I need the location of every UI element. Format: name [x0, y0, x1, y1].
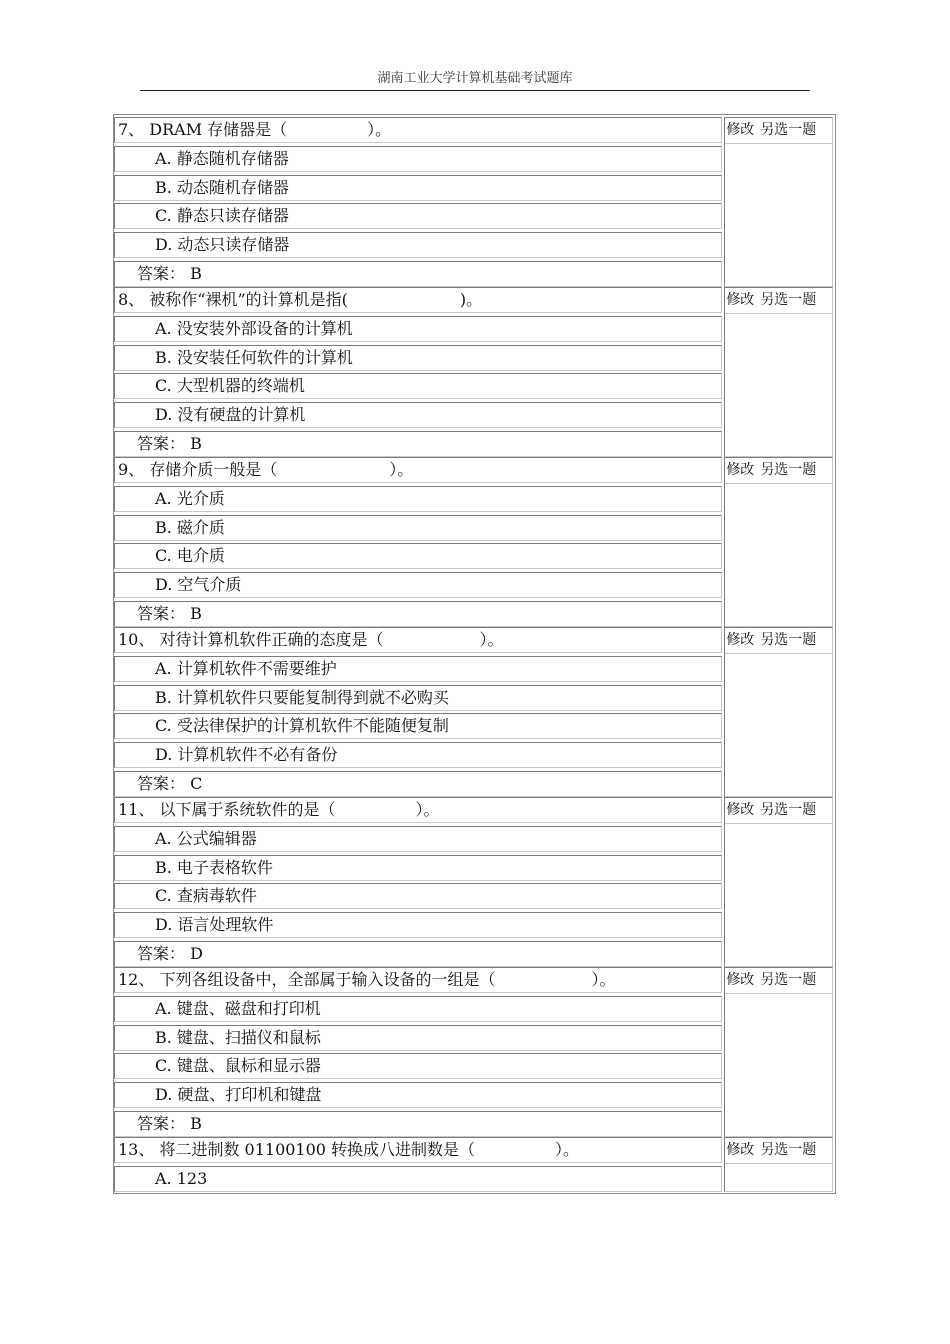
modify-link[interactable]: 修改 — [726, 971, 755, 988]
correct-answer: 答案： B — [114, 601, 722, 627]
correct-answer: 答案： B — [114, 431, 722, 457]
reselect-link[interactable]: 另选一题 — [760, 1141, 817, 1158]
answer-option: D. 空气介质 — [114, 572, 722, 598]
answer-option: C. 键盘、鼠标和显示器 — [114, 1053, 722, 1079]
answer-option: D. 动态只读存储器 — [114, 232, 722, 258]
question-actions — [722, 117, 835, 287]
answer-option: B. 电子表格软件 — [114, 855, 722, 881]
reselect-link[interactable]: 另选一题 — [760, 801, 817, 818]
question-table — [113, 114, 836, 1194]
answer-option: A. 123 — [114, 1166, 722, 1192]
question-content — [114, 117, 722, 287]
answer-option: A. 键盘、磁盘和打印机 — [114, 996, 722, 1022]
question-content — [114, 627, 722, 797]
answer-option: B. 动态随机存储器 — [114, 175, 722, 201]
question-actions — [722, 627, 835, 797]
question-content — [114, 287, 722, 457]
answer-option: C. 静态只读存储器 — [114, 203, 722, 229]
answer-option: A. 静态随机存储器 — [114, 146, 722, 172]
question-stem: 9、 存储介质一般是（ ）。 — [114, 457, 722, 483]
actions-header — [725, 1138, 832, 1164]
question-stem: 13、 将二进制数 01100100 转换成八进制数是（ ）。 — [114, 1137, 722, 1163]
actions-cell — [724, 797, 833, 967]
question-stem: 8、 被称作“裸机”的计算机是指( )。 — [114, 287, 722, 313]
actions-cell — [724, 967, 833, 1137]
answer-option: D. 硬盘、打印机和键盘 — [114, 1082, 722, 1108]
reselect-link[interactable]: 另选一题 — [760, 122, 817, 138]
actions-header — [725, 628, 832, 654]
question-content — [114, 797, 722, 967]
question-block — [114, 627, 835, 797]
question-stem: 12、 下列各组设备中，全部属于输入设备的一组是（ ）。 — [114, 967, 722, 993]
question-actions — [722, 1137, 835, 1192]
answer-option: B. 没安装任何软件的计算机 — [114, 345, 722, 371]
page-header — [140, 68, 810, 91]
answer-option: D. 没有硬盘的计算机 — [114, 402, 722, 428]
modify-link[interactable]: 修改 — [726, 1141, 755, 1158]
answer-option: A. 光介质 — [114, 486, 722, 512]
question-block — [114, 117, 835, 287]
question-actions — [722, 797, 835, 967]
actions-header — [725, 458, 832, 484]
question-stem: 7、 DRAM 存储器是（ ）。 — [114, 117, 722, 143]
answer-option: A. 公式编辑器 — [114, 826, 722, 852]
actions-header — [725, 118, 832, 144]
question-actions — [722, 287, 835, 457]
correct-answer: 答案： C — [114, 771, 722, 797]
answer-option: C. 大型机器的终端机 — [114, 373, 722, 399]
question-stem: 11、 以下属于系统软件的是（ ）。 — [114, 797, 722, 823]
actions-cell — [724, 457, 833, 627]
answer-option: B. 磁介质 — [114, 515, 722, 541]
answer-option: C. 查病毒软件 — [114, 883, 722, 909]
reselect-link[interactable]: 另选一题 — [760, 461, 817, 478]
answer-option: B. 键盘、扫描仪和鼠标 — [114, 1025, 722, 1051]
correct-answer: 答案： D — [114, 941, 722, 967]
reselect-link[interactable]: 另选一题 — [760, 971, 817, 988]
correct-answer: 答案： B — [114, 1111, 722, 1137]
modify-link[interactable]: 修改 — [726, 461, 755, 478]
modify-link[interactable]: 修改 — [726, 122, 755, 138]
modify-link[interactable]: 修改 — [726, 631, 755, 648]
actions-header — [725, 288, 832, 314]
actions-header — [725, 798, 832, 824]
question-content — [114, 967, 722, 1137]
header-title: 湖南工业大学计算机基础考试题库 — [377, 71, 573, 86]
actions-cell — [724, 1137, 833, 1192]
answer-option: A. 计算机软件不需要维护 — [114, 656, 722, 682]
question-block — [114, 967, 835, 1137]
question-content — [114, 457, 722, 627]
reselect-link[interactable]: 另选一题 — [760, 291, 817, 308]
question-block — [114, 457, 835, 627]
answer-option: D. 语言处理软件 — [114, 912, 722, 938]
question-block — [114, 1137, 835, 1192]
question-actions — [722, 967, 835, 1137]
correct-answer: 答案： B — [114, 261, 722, 287]
question-content — [114, 1137, 722, 1192]
actions-header — [725, 968, 832, 994]
actions-cell — [724, 117, 833, 287]
answer-option: D. 计算机软件不必有备份 — [114, 742, 722, 768]
answer-option: B. 计算机软件只要能复制得到就不必购买 — [114, 685, 722, 711]
question-block — [114, 287, 835, 457]
question-actions — [722, 457, 835, 627]
question-stem: 10、 对待计算机软件正确的态度是（ ）。 — [114, 627, 722, 653]
answer-option: C. 受法律保护的计算机软件不能随便复制 — [114, 713, 722, 739]
reselect-link[interactable]: 另选一题 — [760, 631, 817, 648]
modify-link[interactable]: 修改 — [726, 291, 755, 308]
question-block — [114, 797, 835, 967]
answer-option: A. 没安装外部设备的计算机 — [114, 316, 722, 342]
modify-link[interactable]: 修改 — [726, 801, 755, 818]
answer-option: C. 电介质 — [114, 543, 722, 569]
actions-cell — [724, 287, 833, 457]
actions-cell — [724, 627, 833, 797]
